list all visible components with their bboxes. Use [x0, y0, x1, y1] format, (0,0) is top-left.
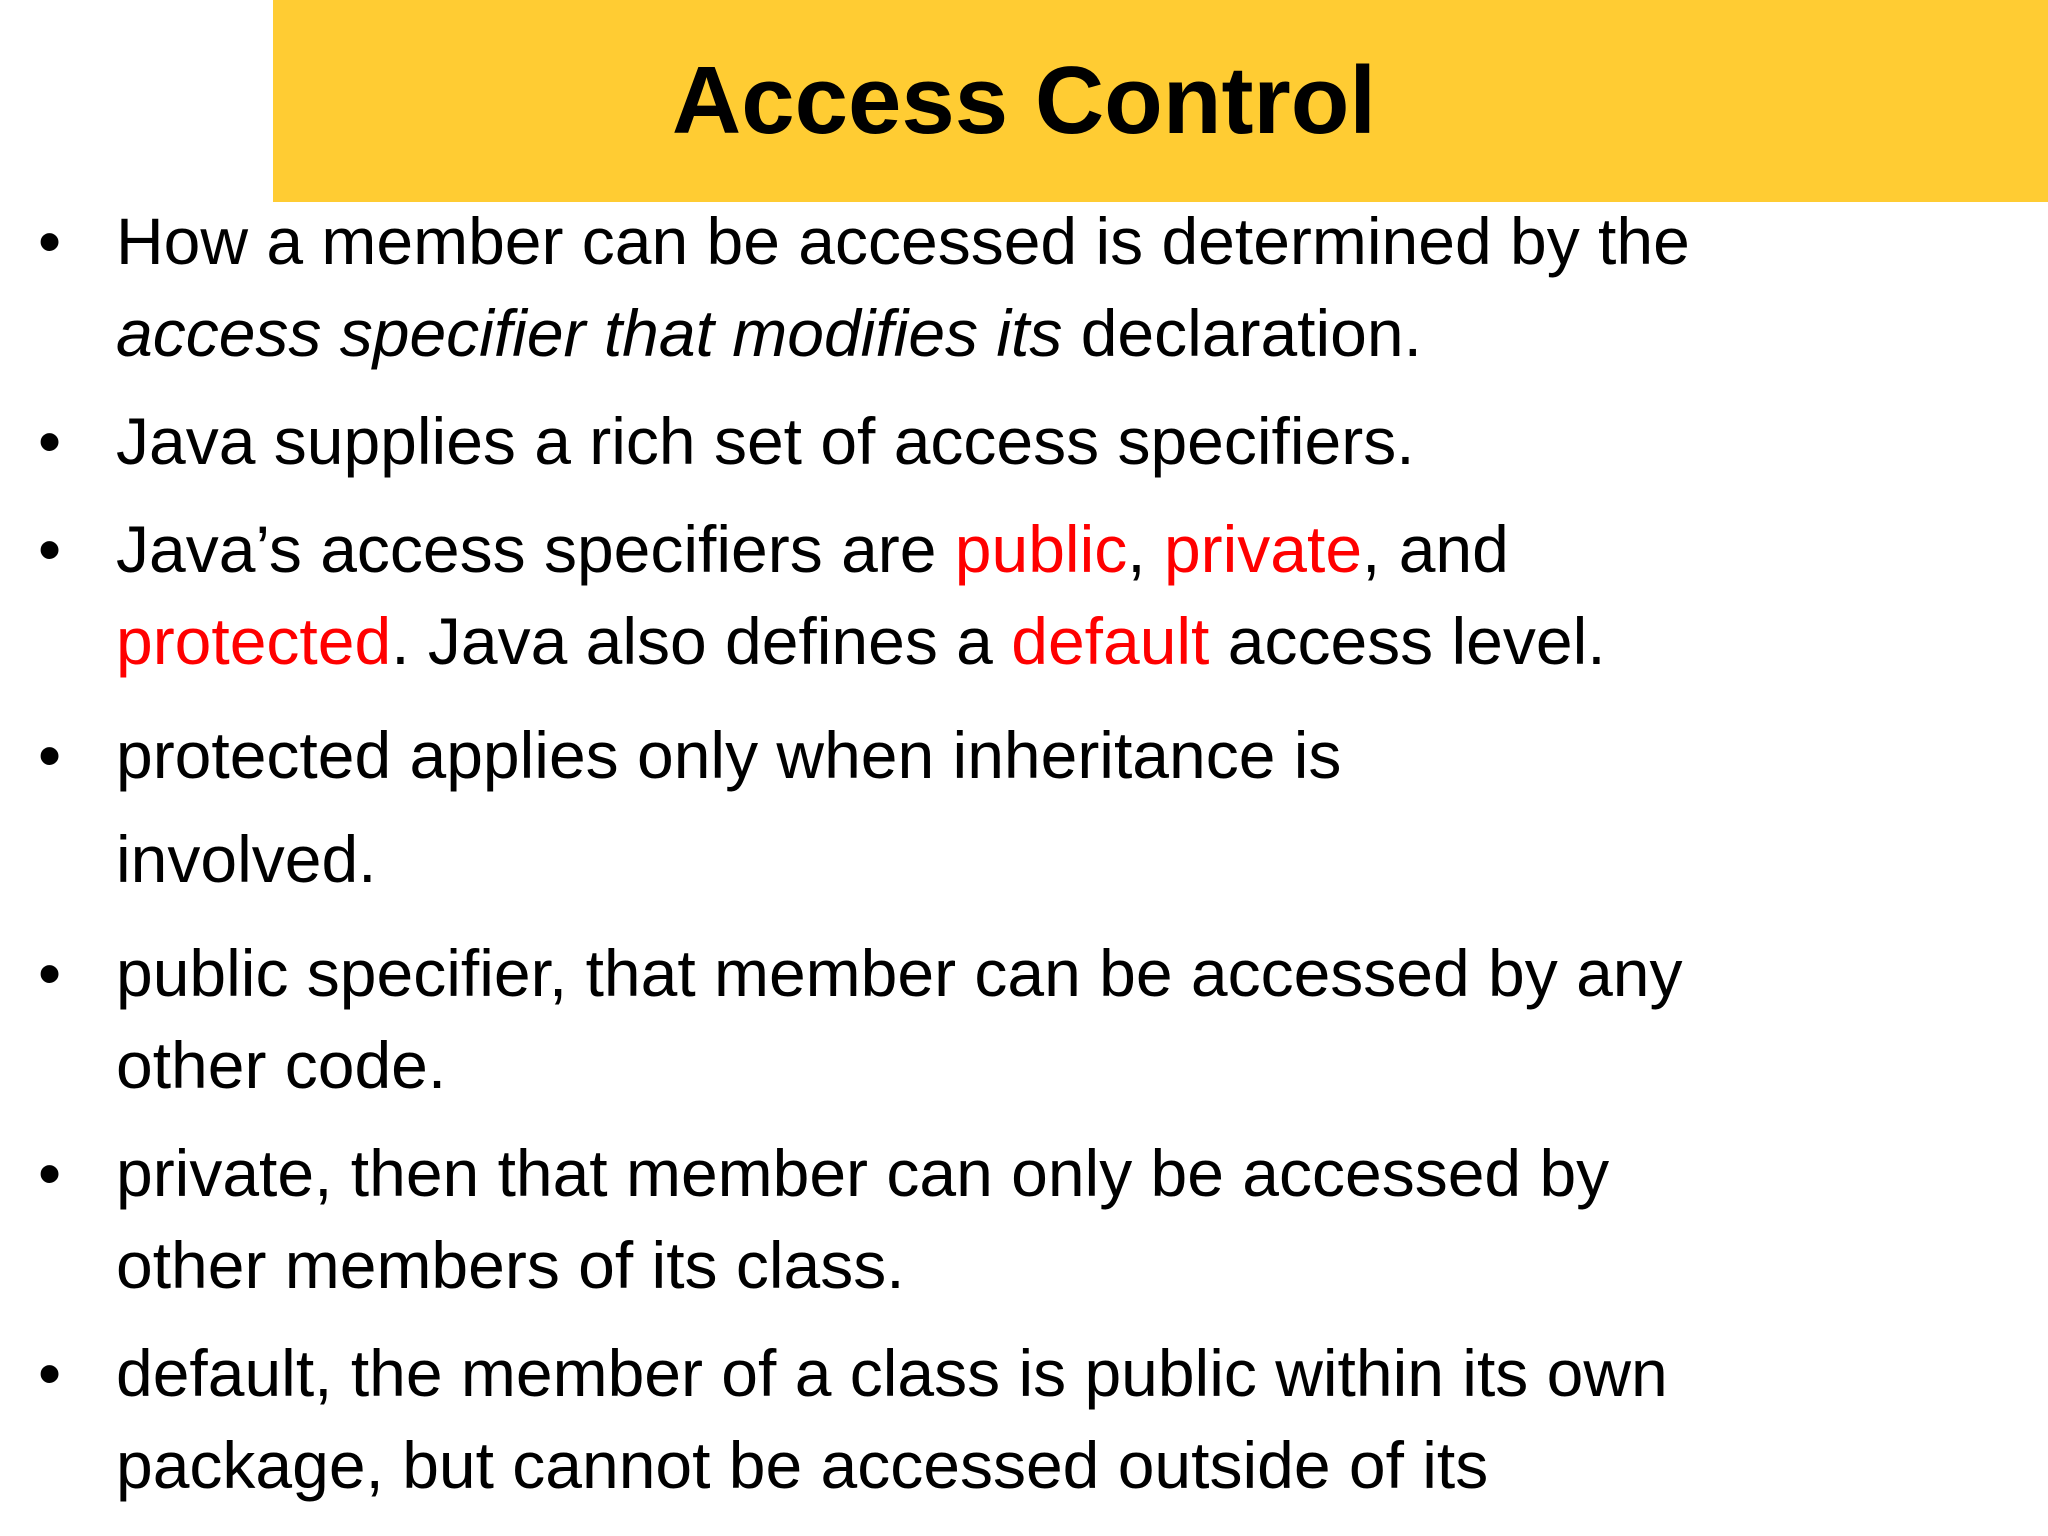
bullet-3-separator-2: , and — [1362, 512, 1509, 586]
bullet-1-line-1: How a member can be accessed is determined by the — [116, 204, 1690, 278]
bullet-2-text: Java supplies a rich set of access specifiers. — [116, 404, 1415, 478]
bullet-icon: • — [38, 204, 62, 278]
bullet-3-middle: . Java also defines a — [391, 604, 1012, 678]
bullet-5-line-2: other code. — [116, 1028, 447, 1102]
bullet-item-7 — [38, 1327, 2028, 1511]
bullet-icon: • — [38, 404, 62, 478]
keyword-protected: protected — [116, 604, 392, 678]
bullet-7-line-1: default, the member of a class is public within its own — [116, 1336, 1668, 1410]
keyword-public: public — [954, 512, 1128, 586]
bullet-3-intro: Java’s access specifiers are — [116, 512, 955, 586]
bullet-item-3 — [38, 503, 2028, 687]
keyword-private: private — [1163, 512, 1363, 586]
bullet-item-6 — [38, 1127, 2028, 1311]
bullet-icon: • — [38, 936, 62, 1010]
bullet-6-line-1: private, then that member can only be accessed by — [116, 1136, 1610, 1210]
bullet-icon: • — [38, 718, 62, 792]
slide-title: Access Control — [671, 47, 1377, 154]
bullet-3-tail: access level. — [1209, 604, 1606, 678]
bullet-5-line-1: public specifier, that member can be accessed by any — [116, 936, 1683, 1010]
bullet-item-2 — [38, 395, 2028, 487]
bullet-7-line-2: package, but cannot be accessed outside of its — [116, 1428, 1489, 1502]
bullet-6-line-2: other members of its class. — [116, 1228, 905, 1302]
keyword-default: default — [1011, 604, 1210, 678]
bullet-item-1 — [38, 195, 2028, 379]
bullet-1-tail: declaration. — [1062, 296, 1422, 370]
bullet-1-italic-text: access specifier that modifies its — [116, 296, 1063, 370]
bullet-icon: • — [38, 1136, 62, 1210]
bullet-icon: • — [38, 1336, 62, 1410]
bullet-4-line-1: protected applies only when inheritance is — [116, 718, 1342, 792]
bullet-icon: • — [38, 512, 62, 586]
bullet-item-5 — [38, 927, 2028, 1111]
bullet-item-4 — [38, 703, 2028, 911]
bullet-list — [38, 195, 2028, 1527]
bullet-3-separator-1: , — [1127, 512, 1164, 586]
bullet-4-line-2: involved. — [116, 822, 377, 896]
